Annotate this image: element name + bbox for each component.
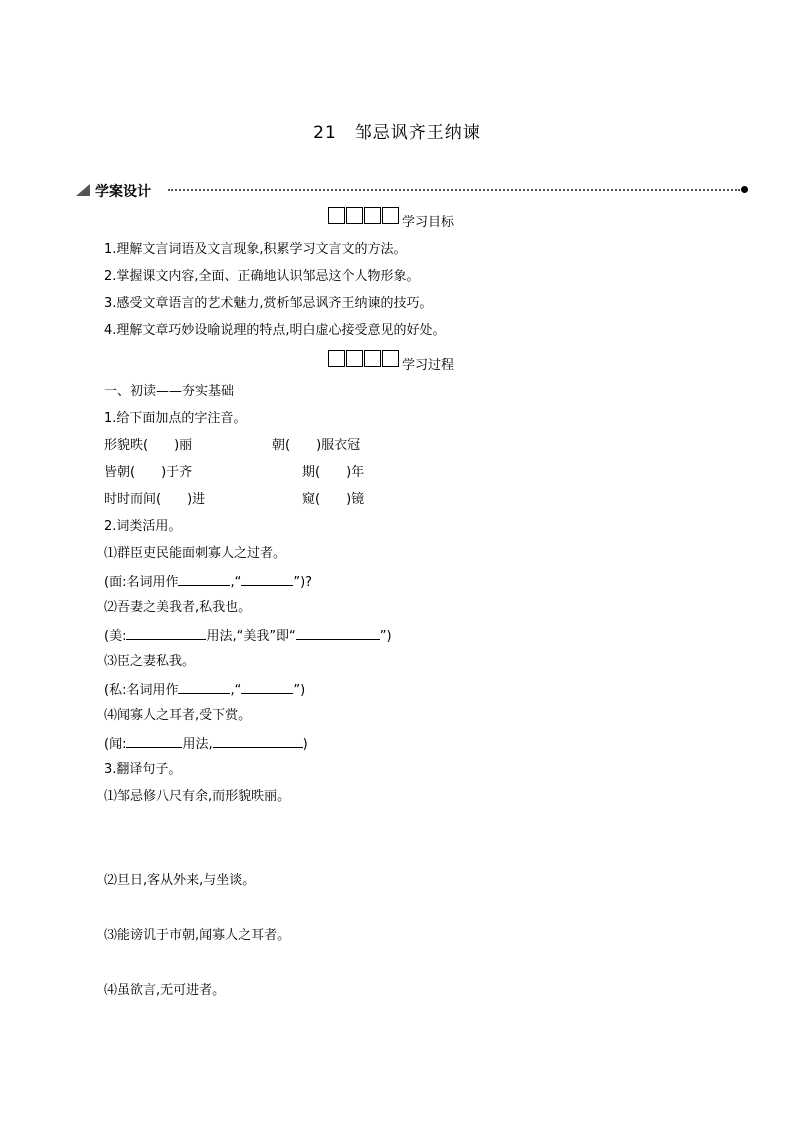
goals-heading bbox=[328, 207, 454, 229]
pinyin-item: 时时而间( )进 bbox=[104, 492, 206, 507]
sentence: ⑴邹忌修八尺有余,而形貌昳丽。 bbox=[104, 789, 291, 804]
process-heading bbox=[328, 350, 454, 372]
goal-item: 3.感受文章语言的艺术魅力,赏析邹忌讽齐王纳谏的技巧。 bbox=[104, 296, 433, 311]
sentence: ⑶臣之妻私我。 bbox=[104, 654, 196, 669]
answer-blank[interactable] bbox=[178, 681, 230, 694]
sentence: ⑴群臣吏民能面刺寡人之过者。 bbox=[104, 546, 287, 561]
pinyin-item: 形貌昳( )丽 bbox=[104, 438, 193, 453]
question-title: 1.给下面加点的字注音。 bbox=[104, 411, 247, 426]
answer-line bbox=[104, 681, 305, 699]
answer-blank[interactable] bbox=[296, 627, 380, 640]
square-boxes-icon bbox=[328, 350, 400, 367]
process-heading-text: 学习过程 bbox=[402, 358, 455, 373]
answer-text: ”) bbox=[379, 629, 392, 644]
answer-blank[interactable] bbox=[241, 573, 293, 586]
answer-blank[interactable] bbox=[178, 573, 230, 586]
goal-item: 4.理解文章巧妙设喻说理的特点,明白虚心接受意见的好处。 bbox=[104, 323, 446, 338]
answer-text: ”) bbox=[293, 683, 306, 698]
section-header-bar bbox=[76, 180, 748, 200]
triangle-icon bbox=[76, 184, 90, 196]
answer-line bbox=[104, 735, 308, 753]
goals-heading-text: 学习目标 bbox=[402, 215, 455, 230]
end-dot-icon bbox=[741, 186, 748, 193]
sentence: ⑷闻寡人之耳者,受下赏。 bbox=[104, 708, 252, 723]
question-title: 3.翻译句子。 bbox=[104, 762, 182, 777]
sentence: ⑵吾妻之美我者,私我也。 bbox=[104, 600, 252, 615]
answer-text: (私:名词用作 bbox=[104, 683, 179, 698]
answer-line bbox=[104, 627, 392, 645]
answer-blank[interactable] bbox=[126, 735, 182, 748]
part-heading: 一、初读——夯实基础 bbox=[104, 384, 235, 399]
answer-text: ,“ bbox=[230, 683, 242, 698]
pinyin-item: 窥( )镜 bbox=[302, 492, 365, 507]
answer-text: (面:名词用作 bbox=[104, 575, 179, 590]
answer-line bbox=[104, 573, 312, 591]
answer-blank[interactable] bbox=[126, 627, 206, 640]
answer-text: 用法, bbox=[182, 737, 213, 752]
dotted-divider bbox=[168, 189, 740, 191]
answer-text: ) bbox=[302, 737, 308, 752]
goal-item: 1.理解文言词语及文言现象,积累学习文言文的方法。 bbox=[104, 242, 407, 257]
goal-item: 2.掌握课文内容,全面、正确地认识邹忌这个人物形象。 bbox=[104, 269, 420, 284]
pinyin-item: 期( )年 bbox=[302, 465, 365, 480]
section-label: 学案设计 bbox=[95, 184, 151, 200]
question-title: 2.词类活用。 bbox=[104, 519, 182, 534]
answer-text: ”)? bbox=[293, 575, 313, 590]
pinyin-item: 皆朝( )于齐 bbox=[104, 465, 193, 480]
answer-text: (闻: bbox=[104, 737, 127, 752]
answer-text: 用法,“美我”即“ bbox=[206, 629, 296, 644]
lesson-number: 21 bbox=[313, 123, 337, 143]
lesson-title: 邹忌讽齐王纳谏 bbox=[354, 123, 481, 143]
sentence: ⑶能谤讥于市朝,闻寡人之耳者。 bbox=[104, 928, 291, 943]
answer-blank[interactable] bbox=[213, 735, 303, 748]
pinyin-item: 朝( )服衣冠 bbox=[272, 438, 361, 453]
answer-blank[interactable] bbox=[241, 681, 293, 694]
sentence: ⑷虽欲言,无可进者。 bbox=[104, 983, 226, 998]
sentence: ⑵旦日,客从外来,与坐谈。 bbox=[104, 873, 256, 888]
square-boxes-icon bbox=[328, 207, 400, 224]
answer-text: (美: bbox=[104, 629, 127, 644]
answer-text: ,“ bbox=[230, 575, 242, 590]
page-title bbox=[0, 118, 794, 143]
